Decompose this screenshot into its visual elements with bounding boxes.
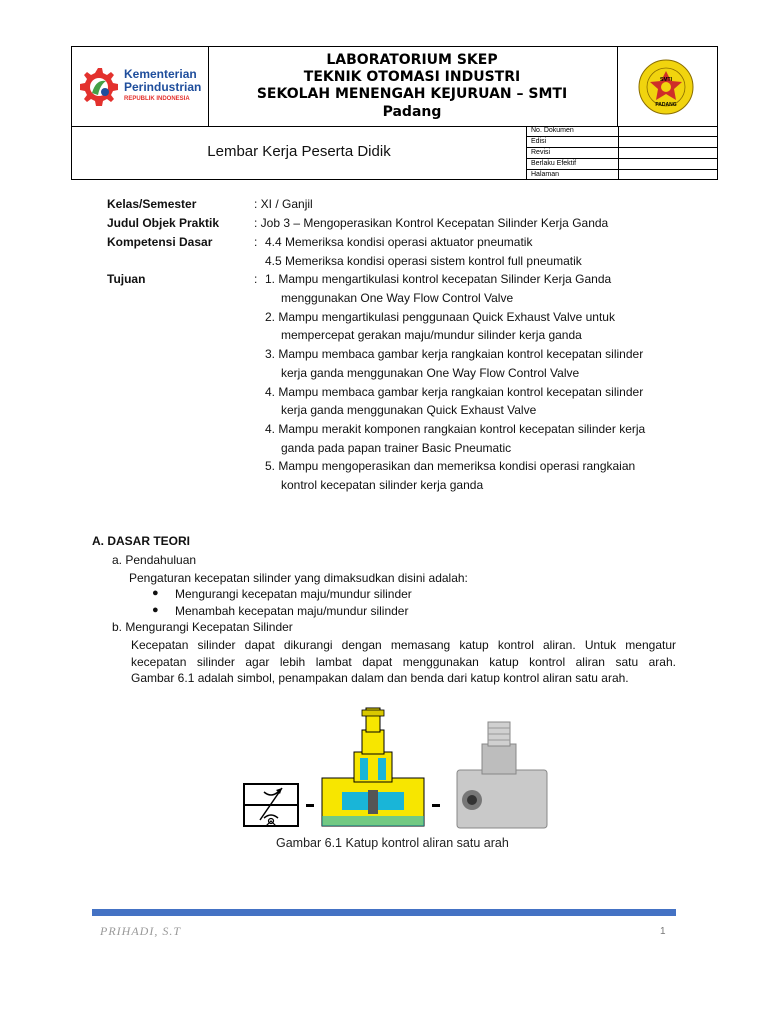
tujuan-line-6: kerja ganda menggunakan One Way Flow Control Valve: [281, 366, 580, 380]
meta-label: Berlaku Efektif: [531, 160, 577, 167]
sub-a-label: a. Pendahuluan: [112, 553, 197, 567]
meta-label: Edisi: [531, 138, 547, 145]
sub-b-line-1: Kecepatan silinder dapat dikurangi dengan memasang katup kontrol aliran. Untuk mengatur: [131, 638, 676, 652]
tujuan-line-11: 5. Mampu mengoperasikan dan memeriksa kondisi operasi rangkaian: [265, 459, 636, 473]
valve-photo-icon: [457, 722, 547, 828]
figure-caption: Gambar 6.1 Katup kontrol aliran satu arah: [276, 836, 509, 850]
meta-label: Halaman: [531, 171, 560, 178]
meta-label: Revisi: [531, 149, 551, 156]
tujuan-line-7: 4. Mampu membaca gambar kerja rangkaian kontrol kecepatan silinder: [265, 385, 644, 399]
valve-cutaway-icon: [322, 708, 424, 826]
judul-label: Judul Objek Praktik: [107, 216, 220, 230]
meta-row-edisi: [527, 137, 717, 148]
tujuan-label: Tujuan: [107, 272, 146, 286]
smti-logo-top: SMTI: [660, 77, 672, 83]
footer-author: PRIHADI, S.T: [100, 924, 181, 938]
meta-row-revisi: [527, 148, 717, 159]
header-title-line3: SEKOLAH MENENGAH KEJURUAN – SMTI: [256, 86, 568, 102]
sub-a-bullet-2: Menambah kecepatan maju/mundur silinder: [175, 604, 409, 618]
flow-control-valve-figure: [242, 700, 552, 830]
kemenperin-logo: [76, 65, 204, 109]
kelas-value: : XI / Ganjil: [254, 197, 313, 211]
sub-b-line-3: Gambar 6.1 adalah simbol, penampakan dalam dan benda dari katup kontrol aliran satu arah.: [131, 671, 629, 685]
header-title-line4: Padang: [382, 104, 442, 120]
sub-b-label: b. Mengurangi Kecepatan Silinder: [112, 620, 293, 634]
header-divider-right: [617, 47, 618, 127]
tujuan-line-12: kontrol kecepatan silinder kerja ganda: [281, 478, 484, 492]
logo-text-line3: REPUBLIK INDONESIA: [124, 96, 190, 102]
sub-b-line-2: kecepatan silinder agar lebih lambat dapat menggunakan katup kontrol aliran satu arah.: [131, 655, 676, 669]
header-title-line2: TEKNIK OTOMASI INDUSTRI: [303, 69, 521, 85]
tujuan-line-10: ganda pada papan trainer Basic Pneumatic: [281, 441, 512, 455]
tujuan-line-4: mempercepat gerakan maju/mundur silinder kerja ganda: [281, 328, 582, 342]
sub-a-bullet-1: Mengurangi kecepatan maju/mundur silinder: [175, 587, 412, 601]
valve-symbol-icon: [244, 784, 298, 826]
logo-text-line1: Kementerian: [124, 67, 197, 81]
header-title-line1: LABORATORIUM SKEP: [326, 52, 498, 68]
tujuan-line-5: 3. Mampu membaca gambar kerja rangkaian kontrol kecepatan silinder: [265, 347, 644, 361]
bullet-icon: ●: [152, 604, 159, 616]
sub-a-intro: Pengaturan kecepatan silinder yang dimaksudkan disini adalah:: [129, 571, 468, 585]
kelas-label: Kelas/Semester: [107, 197, 197, 211]
meta-row-dokumen: [527, 126, 717, 137]
kompetensi-colon: :: [254, 235, 258, 249]
gear-logo-icon: [76, 65, 120, 109]
tujuan-line-1: 1. Mampu mengartikulasi kontrol kecepatan Silinder Kerja Ganda: [265, 272, 612, 286]
smti-logo-bottom: PADANG: [655, 102, 677, 108]
header-table: [71, 46, 718, 180]
smti-logo: [638, 59, 694, 115]
footer-accent-bar: [92, 909, 676, 916]
worksheet-subtitle: Lembar Kerja Peserta Didik: [207, 143, 391, 160]
tujuan-line-8: kerja ganda menggunakan Quick Exhaust Valve: [281, 403, 537, 417]
tujuan-line-3: 2. Mampu mengartikulasi penggunaan Quick Exhaust Valve untuk: [265, 310, 615, 324]
logo-text-line2: Perindustrian: [124, 80, 202, 94]
kompetensi-item-1: 4.4 Memeriksa kondisi operasi aktuator pneumatik: [265, 235, 533, 249]
meta-row-halaman: [527, 170, 717, 180]
judul-value: : Job 3 – Mengoperasikan Kontrol Kecepatan Silinder Kerja Ganda: [254, 216, 609, 230]
section-a-heading: A. DASAR TEORI: [92, 534, 191, 548]
meta-row-efektif: [527, 159, 717, 170]
footer-page-number: 1: [660, 926, 666, 937]
kompetensi-label: Kompetensi Dasar: [107, 235, 213, 249]
bullet-icon: ●: [152, 587, 159, 599]
tujuan-line-2: menggunakan One Way Flow Control Valve: [281, 291, 514, 305]
figure-6-1: [242, 700, 552, 830]
meta-label: No. Dokumen: [531, 127, 574, 134]
tujuan-line-9: 4. Mampu merakit komponen rangkaian kontrol kecepatan silinder kerja: [265, 422, 646, 436]
kompetensi-item-2: 4.5 Memeriksa kondisi operasi sistem kontrol full pneumatik: [265, 254, 582, 268]
tujuan-colon: :: [254, 272, 258, 286]
